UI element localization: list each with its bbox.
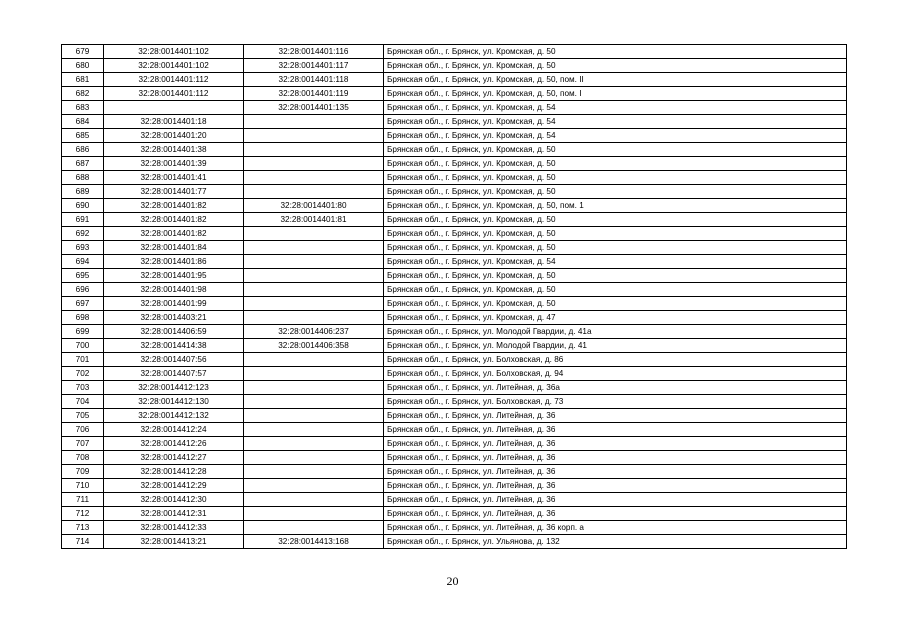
table-row: [62, 325, 847, 339]
address-cell: Брянская обл., г. Брянск, ул. Кромская, д. 50: [384, 241, 847, 255]
related-cadastral-number-cell: 32:28:0014401:80: [244, 199, 384, 213]
cadastral-number-cell: 32:28:0014401:99: [104, 297, 244, 311]
cadastral-number-cell: 32:28:0014401:77: [104, 185, 244, 199]
related-cadastral-number-cell: [244, 129, 384, 143]
table-row: [62, 367, 847, 381]
related-cadastral-number-cell: [244, 269, 384, 283]
table-row: [62, 409, 847, 423]
table-row: [62, 437, 847, 451]
row-number-cell: 701: [62, 353, 104, 367]
row-number-cell: 694: [62, 255, 104, 269]
cadastral-number-cell: 32:28:0014413:21: [104, 535, 244, 549]
row-number-cell: 704: [62, 395, 104, 409]
row-number-cell: 690: [62, 199, 104, 213]
table-row: [62, 535, 847, 549]
table-row: [62, 59, 847, 73]
related-cadastral-number-cell: [244, 367, 384, 381]
row-number-cell: 712: [62, 507, 104, 521]
address-cell: Брянская обл., г. Брянск, ул. Кромская, д. 50, пом. II: [384, 73, 847, 87]
address-cell: Брянская обл., г. Брянск, ул. Кромская, д. 50: [384, 283, 847, 297]
page-number: 20: [446, 574, 459, 588]
table-row: [62, 269, 847, 283]
address-cell: Брянская обл., г. Брянск, ул. Литейная, д. 36: [384, 479, 847, 493]
address-cell: Брянская обл., г. Брянск, ул. Кромская, д. 50: [384, 269, 847, 283]
table-row: [62, 423, 847, 437]
address-cell: Брянская обл., г. Брянск, ул. Кромская, д. 50: [384, 45, 847, 59]
related-cadastral-number-cell: [244, 283, 384, 297]
cadastral-number-cell: 32:28:0014401:84: [104, 241, 244, 255]
related-cadastral-number-cell: [244, 227, 384, 241]
table-row: [62, 241, 847, 255]
table-row: [62, 157, 847, 171]
address-cell: Брянская обл., г. Брянск, ул. Кромская, д. 54: [384, 101, 847, 115]
table-row: [62, 199, 847, 213]
table-row: [62, 129, 847, 143]
cadastral-number-cell: 32:28:0014401:112: [104, 87, 244, 101]
cadastral-number-cell: 32:28:0014412:30: [104, 493, 244, 507]
cadastral-number-cell: 32:28:0014401:102: [104, 59, 244, 73]
address-cell: Брянская обл., г. Брянск, ул. Кромская, д. 47: [384, 311, 847, 325]
address-cell: Брянская обл., г. Брянск, ул. Литейная, д. 36: [384, 409, 847, 423]
row-number-cell: 705: [62, 409, 104, 423]
cadastral-number-cell: 32:28:0014412:132: [104, 409, 244, 423]
row-number-cell: 697: [62, 297, 104, 311]
address-cell: Брянская обл., г. Брянск, ул. Кромская, д. 50, пом. I: [384, 87, 847, 101]
related-cadastral-number-cell: [244, 465, 384, 479]
related-cadastral-number-cell: [244, 437, 384, 451]
cadastral-number-cell: 32:28:0014401:102: [104, 45, 244, 59]
table-body: [62, 45, 847, 549]
table-row: [62, 87, 847, 101]
cadastral-number-cell: 32:28:0014407:56: [104, 353, 244, 367]
table-row: [62, 353, 847, 367]
cadastral-number-cell: 32:28:0014401:18: [104, 115, 244, 129]
table-row: [62, 101, 847, 115]
related-cadastral-number-cell: [244, 241, 384, 255]
address-cell: Брянская обл., г. Брянск, ул. Кромская, д. 50: [384, 227, 847, 241]
row-number-cell: 681: [62, 73, 104, 87]
related-cadastral-number-cell: [244, 185, 384, 199]
address-cell: Брянская обл., г. Брянск, ул. Кромская, д. 50: [384, 185, 847, 199]
cadastral-number-cell: 32:28:0014412:27: [104, 451, 244, 465]
address-cell: Брянская обл., г. Брянск, ул. Кромская, д. 50: [384, 213, 847, 227]
cadastral-number-cell: 32:28:0014406:59: [104, 325, 244, 339]
related-cadastral-number-cell: 32:28:0014401:116: [244, 45, 384, 59]
row-number-cell: 693: [62, 241, 104, 255]
related-cadastral-number-cell: [244, 115, 384, 129]
table-row: [62, 73, 847, 87]
table-row: [62, 381, 847, 395]
row-number-cell: 698: [62, 311, 104, 325]
cadastral-table: [61, 44, 847, 549]
row-number-cell: 692: [62, 227, 104, 241]
address-cell: Брянская обл., г. Брянск, ул. Литейная, д. 36: [384, 423, 847, 437]
related-cadastral-number-cell: [244, 521, 384, 535]
cadastral-number-cell: 32:28:0014401:82: [104, 213, 244, 227]
cadastral-number-cell: 32:28:0014401:41: [104, 171, 244, 185]
row-number-cell: 707: [62, 437, 104, 451]
row-number-cell: 688: [62, 171, 104, 185]
related-cadastral-number-cell: [244, 157, 384, 171]
related-cadastral-number-cell: 32:28:0014401:135: [244, 101, 384, 115]
row-number-cell: 682: [62, 87, 104, 101]
address-cell: Брянская обл., г. Брянск, ул. Литейная, д. 36: [384, 507, 847, 521]
table-row: [62, 227, 847, 241]
related-cadastral-number-cell: [244, 451, 384, 465]
row-number-cell: 699: [62, 325, 104, 339]
address-cell: Брянская обл., г. Брянск, ул. Болховская, д. 73: [384, 395, 847, 409]
related-cadastral-number-cell: 32:28:0014401:117: [244, 59, 384, 73]
address-cell: Брянская обл., г. Брянск, ул. Молодой Гвардии, д. 41: [384, 339, 847, 353]
row-number-cell: 711: [62, 493, 104, 507]
row-number-cell: 686: [62, 143, 104, 157]
row-number-cell: 706: [62, 423, 104, 437]
row-number-cell: 708: [62, 451, 104, 465]
cadastral-number-cell: 32:28:0014401:82: [104, 199, 244, 213]
cadastral-number-cell: [104, 101, 244, 115]
table-row: [62, 171, 847, 185]
cadastral-number-cell: 32:28:0014401:95: [104, 269, 244, 283]
cadastral-number-cell: 32:28:0014412:123: [104, 381, 244, 395]
cadastral-number-cell: 32:28:0014401:112: [104, 73, 244, 87]
cadastral-number-cell: 32:28:0014414:38: [104, 339, 244, 353]
row-number-cell: 683: [62, 101, 104, 115]
row-number-cell: 691: [62, 213, 104, 227]
related-cadastral-number-cell: [244, 423, 384, 437]
table-row: [62, 521, 847, 535]
address-cell: Брянская обл., г. Брянск, ул. Литейная, д. 36а: [384, 381, 847, 395]
related-cadastral-number-cell: 32:28:0014401:81: [244, 213, 384, 227]
address-cell: Брянская обл., г. Брянск, ул. Кромская, д. 50: [384, 143, 847, 157]
address-cell: Брянская обл., г. Брянск, ул. Кромская, д. 54: [384, 129, 847, 143]
address-cell: Брянская обл., г. Брянск, ул. Болховская, д. 94: [384, 367, 847, 381]
cadastral-number-cell: 32:28:0014412:28: [104, 465, 244, 479]
address-cell: Брянская обл., г. Брянск, ул. Кромская, д. 50: [384, 297, 847, 311]
address-cell: Брянская обл., г. Брянск, ул. Кромская, д. 54: [384, 255, 847, 269]
cadastral-number-cell: 32:28:0014412:33: [104, 521, 244, 535]
row-number-cell: 687: [62, 157, 104, 171]
table-row: [62, 297, 847, 311]
address-cell: Брянская обл., г. Брянск, ул. Литейная, д. 36: [384, 493, 847, 507]
cadastral-number-cell: 32:28:0014403:21: [104, 311, 244, 325]
cadastral-number-cell: 32:28:0014401:20: [104, 129, 244, 143]
table-row: [62, 143, 847, 157]
related-cadastral-number-cell: 32:28:0014406:237: [244, 325, 384, 339]
cadastral-number-cell: 32:28:0014412:130: [104, 395, 244, 409]
table-row: [62, 45, 847, 59]
cadastral-number-cell: 32:28:0014407:57: [104, 367, 244, 381]
row-number-cell: 713: [62, 521, 104, 535]
related-cadastral-number-cell: 32:28:0014401:119: [244, 87, 384, 101]
address-cell: Брянская обл., г. Брянск, ул. Кромская, д. 50, пом. 1: [384, 199, 847, 213]
cadastral-number-cell: 32:28:0014401:86: [104, 255, 244, 269]
related-cadastral-number-cell: 32:28:0014401:118: [244, 73, 384, 87]
row-number-cell: 703: [62, 381, 104, 395]
table-row: [62, 451, 847, 465]
row-number-cell: 695: [62, 269, 104, 283]
row-number-cell: 684: [62, 115, 104, 129]
row-number-cell: 709: [62, 465, 104, 479]
related-cadastral-number-cell: [244, 143, 384, 157]
related-cadastral-number-cell: 32:28:0014406:358: [244, 339, 384, 353]
table-row: [62, 255, 847, 269]
address-cell: Брянская обл., г. Брянск, ул. Молодой Гвардии, д. 41а: [384, 325, 847, 339]
related-cadastral-number-cell: 32:28:0014413:168: [244, 535, 384, 549]
related-cadastral-number-cell: [244, 479, 384, 493]
related-cadastral-number-cell: [244, 395, 384, 409]
cadastral-number-cell: 32:28:0014401:39: [104, 157, 244, 171]
address-cell: Брянская обл., г. Брянск, ул. Болховская, д. 86: [384, 353, 847, 367]
address-cell: Брянская обл., г. Брянск, ул. Кромская, д. 50: [384, 171, 847, 185]
related-cadastral-number-cell: [244, 297, 384, 311]
address-cell: Брянская обл., г. Брянск, ул. Кромская, д. 54: [384, 115, 847, 129]
table-row: [62, 493, 847, 507]
address-cell: Брянская обл., г. Брянск, ул. Литейная, д. 36 корп. а: [384, 521, 847, 535]
address-cell: Брянская обл., г. Брянск, ул. Литейная, д. 36: [384, 465, 847, 479]
address-cell: Брянская обл., г. Брянск, ул. Литейная, д. 36: [384, 451, 847, 465]
address-cell: Брянская обл., г. Брянск, ул. Ульянова, д. 132: [384, 535, 847, 549]
related-cadastral-number-cell: [244, 409, 384, 423]
cadastral-number-cell: 32:28:0014412:24: [104, 423, 244, 437]
row-number-cell: 679: [62, 45, 104, 59]
table-row: [62, 115, 847, 129]
table-row: [62, 395, 847, 409]
address-cell: Брянская обл., г. Брянск, ул. Кромская, д. 50: [384, 59, 847, 73]
related-cadastral-number-cell: [244, 311, 384, 325]
cadastral-number-cell: 32:28:0014401:98: [104, 283, 244, 297]
related-cadastral-number-cell: [244, 171, 384, 185]
table-row: [62, 311, 847, 325]
table-row: [62, 507, 847, 521]
row-number-cell: 702: [62, 367, 104, 381]
row-number-cell: 689: [62, 185, 104, 199]
table-row: [62, 465, 847, 479]
table-row: [62, 339, 847, 353]
cadastral-number-cell: 32:28:0014401:38: [104, 143, 244, 157]
row-number-cell: 714: [62, 535, 104, 549]
address-cell: Брянская обл., г. Брянск, ул. Кромская, д. 50: [384, 157, 847, 171]
table-row: [62, 185, 847, 199]
cadastral-number-cell: 32:28:0014401:82: [104, 227, 244, 241]
related-cadastral-number-cell: [244, 381, 384, 395]
cadastral-number-cell: 32:28:0014412:31: [104, 507, 244, 521]
table-row: [62, 213, 847, 227]
row-number-cell: 685: [62, 129, 104, 143]
row-number-cell: 696: [62, 283, 104, 297]
related-cadastral-number-cell: [244, 255, 384, 269]
table-row: [62, 283, 847, 297]
related-cadastral-number-cell: [244, 493, 384, 507]
related-cadastral-number-cell: [244, 507, 384, 521]
row-number-cell: 710: [62, 479, 104, 493]
cadastral-number-cell: 32:28:0014412:26: [104, 437, 244, 451]
address-cell: Брянская обл., г. Брянск, ул. Литейная, д. 36: [384, 437, 847, 451]
row-number-cell: 680: [62, 59, 104, 73]
table-row: [62, 479, 847, 493]
cadastral-number-cell: 32:28:0014412:29: [104, 479, 244, 493]
related-cadastral-number-cell: [244, 353, 384, 367]
row-number-cell: 700: [62, 339, 104, 353]
